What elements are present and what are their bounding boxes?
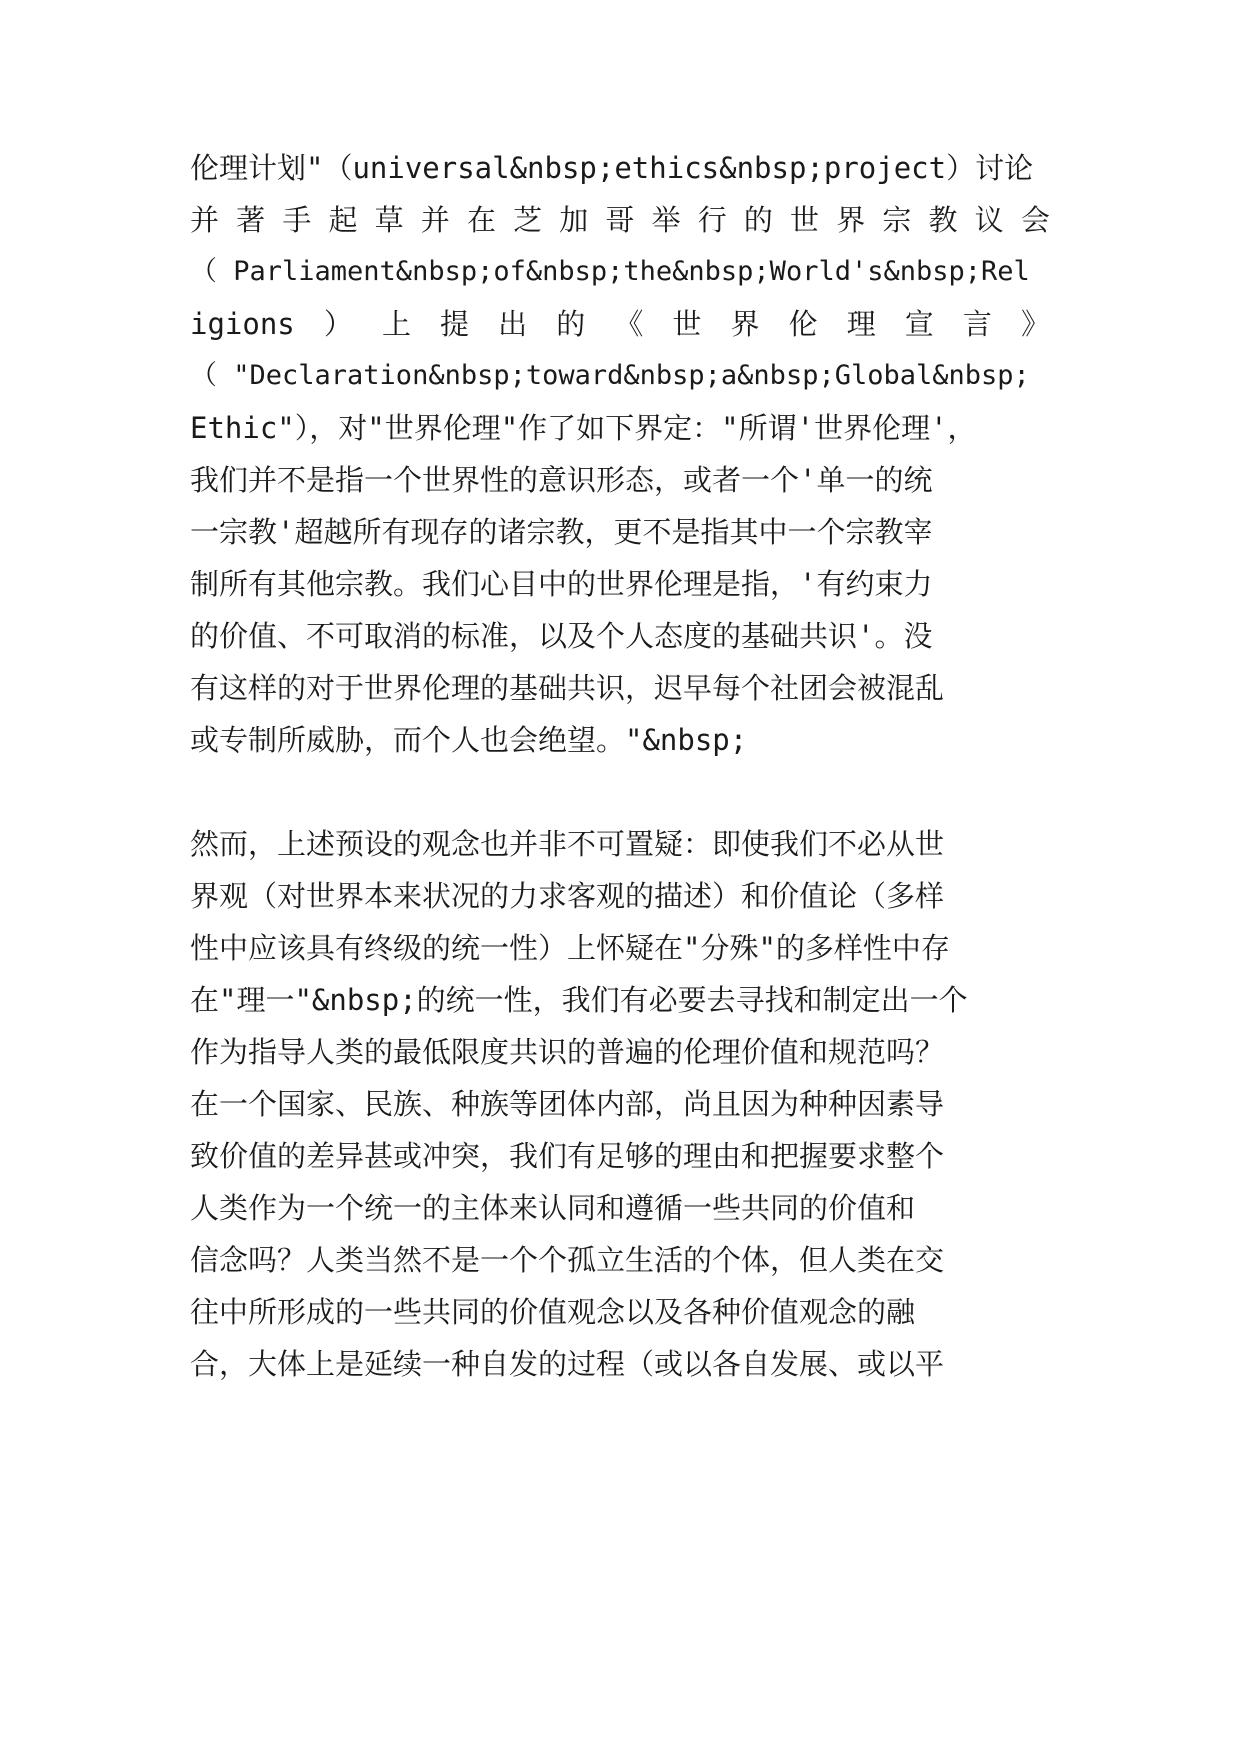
text-line [190,304,1050,344]
text-line: 一宗教'超越所有现存的诸宗教，更不是指其中一个宗教宰 [190,515,933,549]
text-line: 界观（对世界本来状况的力求客观的描述）和价值论（多样 [190,879,945,913]
text-line: 在一个国家、民族、种族等团体内部，尚且因为种种因素导 [190,1087,945,1121]
text-glyph: 上 [381,307,411,341]
text-glyph: 并 [190,203,220,237]
text-line: 我们并不是指一个世界性的意识形态，或者一个'单一的统 [190,463,933,497]
text-glyph: 哥 [605,203,635,237]
text-line: 制所有其他宗教。我们心目中的世界伦理是指，'有约束力 [190,567,933,601]
text-line: 的价值、不可取消的标准，以及个人态度的基础共识'。没 [190,619,933,653]
text-glyph: 加 [559,203,589,237]
text-glyph: 的 [743,203,773,237]
text-line: 有这样的对于世界伦理的基础共识，迟早每个社团会被混乱 [190,671,945,705]
text-line: Ethic"），对"世界伦理"作了如下界定："所谓'世界伦理'， [190,411,977,445]
text-glyph: 界 [836,203,866,237]
text-glyph: 界 [730,307,760,341]
text-glyph: 并 [420,203,450,237]
text-glyph: igions [190,307,295,341]
text-glyph: 伦 [788,307,818,341]
text-glyph: 著 [236,203,266,237]
text-line: 人类作为一个统一的主体来认同和遵循一些共同的价值和 [190,1191,916,1225]
text-glyph: 提 [440,307,470,341]
text-line: 往中所形成的一些共同的价值观念以及各种价值观念的融 [190,1295,916,1329]
text-line: 合，大体上是延续一种自发的过程（或以各自发展、或以平 [190,1347,945,1381]
text-glyph: 宣 [904,307,934,341]
text-line: 伦理计划"（universal&nbsp;ethics&nbsp;project）讨论 [190,151,1034,185]
text-glyph: 世 [790,203,820,237]
text-glyph: 《 [614,307,644,341]
text-line: 然而，上述预设的观念也并非不可置疑：即使我们不必从世 [190,827,945,861]
text-glyph: 议 [974,203,1004,237]
text-line: 性中应该具有终级的统一性）上怀疑在"分殊"的多样性中存 [190,931,950,965]
text-line: 在"理一"&nbsp;的统一性，我们有必要去寻找和制定出一个 [190,983,968,1017]
text-glyph: 教 [928,203,958,237]
text-glyph: 》 [1020,307,1050,341]
text-glyph: 理 [846,307,876,341]
text-glyph: 宗 [882,203,912,237]
text-line: 作为指导人类的最低限度共识的普遍的伦理价值和规范吗？ [190,1035,945,1069]
text-glyph: 会 [1020,203,1050,237]
text-glyph: 在 [466,203,496,237]
text-line: （ Parliament&nbsp;of&nbsp;the&nbsp;World's&nbsp;Rel [190,256,1030,287]
text-line: 信念吗？人类当然不是一个个孤立生活的个体，但人类在交 [190,1243,945,1277]
text-glyph: 芝 [513,203,543,237]
text-glyph: 举 [651,203,681,237]
text-glyph: 世 [672,307,702,341]
text-line: （ "Declaration&nbsp;toward&nbsp;a&nbsp;Global&nbsp; [190,360,1030,391]
text-line: 致价值的差异甚或冲突，我们有足够的理由和把握要求整个 [190,1139,945,1173]
text-glyph: 出 [498,307,528,341]
text-glyph: 行 [697,203,727,237]
text-line: 或专制所威胁，而个人也会绝望。"&nbsp; [190,723,748,757]
text-glyph: 的 [556,307,586,341]
text-line [190,200,1050,240]
text-glyph: 起 [328,203,358,237]
text-glyph: ） [323,307,353,341]
text-glyph: 草 [374,203,404,237]
text-glyph: 言 [962,307,992,341]
text-glyph: 手 [282,203,312,237]
